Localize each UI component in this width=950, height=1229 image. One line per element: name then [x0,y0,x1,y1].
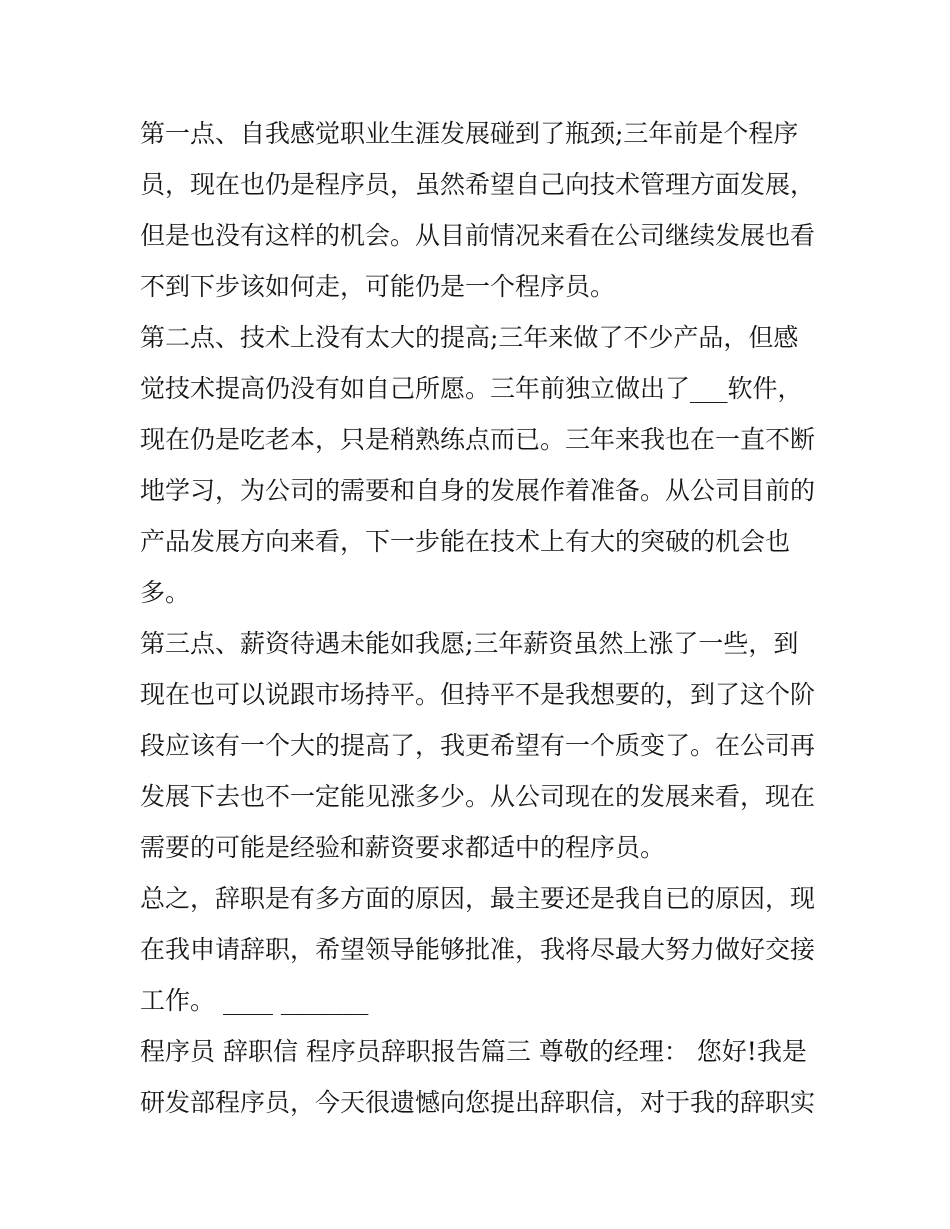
text-line: 发展下去也不一定能见涨多少。从公司现在的发展来看，现在 [140,782,816,811]
text-line: 研发部程序员，今天很遗憾向您提出辞职信，对于我的辞职实 [140,1088,816,1117]
text-line: 总之，辞职是有多方面的原因，最主要还是我自已的原因，现 [140,884,816,913]
text-line: 工作。 ____ _______ [140,986,369,1015]
text-line: 现在也可以说跟市场持平。但持平不是我想要的，到了这个阶 [140,680,816,709]
text-line: 觉技术提高仍没有如自己所愿。三年前独立做出了___软件， [140,374,803,403]
text-line: 第一点、自我感觉职业生涯发展碰到了瓶颈;三年前是个程序 [140,119,799,148]
text-line: 产品发展方向来看，下一步能在技术上有大的突破的机会也 [140,527,791,556]
text-line: 第二点、技术上没有太大的提高;三年来做了不少产品，但感 [140,323,799,352]
text-line: 但是也没有这样的机会。从目前情况来看在公司继续发展也看 [140,221,816,250]
document-body [140,108,820,1128]
text-line: 第三点、薪资待遇未能如我愿;三年薪资虽然上涨了一些，到 [140,629,799,658]
text-line: 需要的可能是经验和薪资要求都适中的程序员。 [140,833,666,862]
text-line: 段应该有一个大的提高了，我更希望有一个质变了。在公司再 [140,731,816,760]
text-line: 员，现在也仍是程序员，虽然希望自己向技术管理方面发展， [140,170,816,199]
text-line: 程序员 辞职信 程序员辞职报告篇三 尊敬的经理： 您好!我是 [140,1037,807,1066]
text-line: 在我申请辞职，希望领导能够批准，我将尽最大努力做好交接 [140,935,816,964]
text-line: 现在仍是吃老本，只是稍熟练点而已。三年来我也在一直不断 [140,425,816,454]
text-line: 不到下步该如何走，可能仍是一个程序员。 [140,272,616,301]
text-line: 地学习，为公司的需要和自身的发展作着准备。从公司目前的 [140,476,816,505]
text-line: 多。 [140,578,191,607]
